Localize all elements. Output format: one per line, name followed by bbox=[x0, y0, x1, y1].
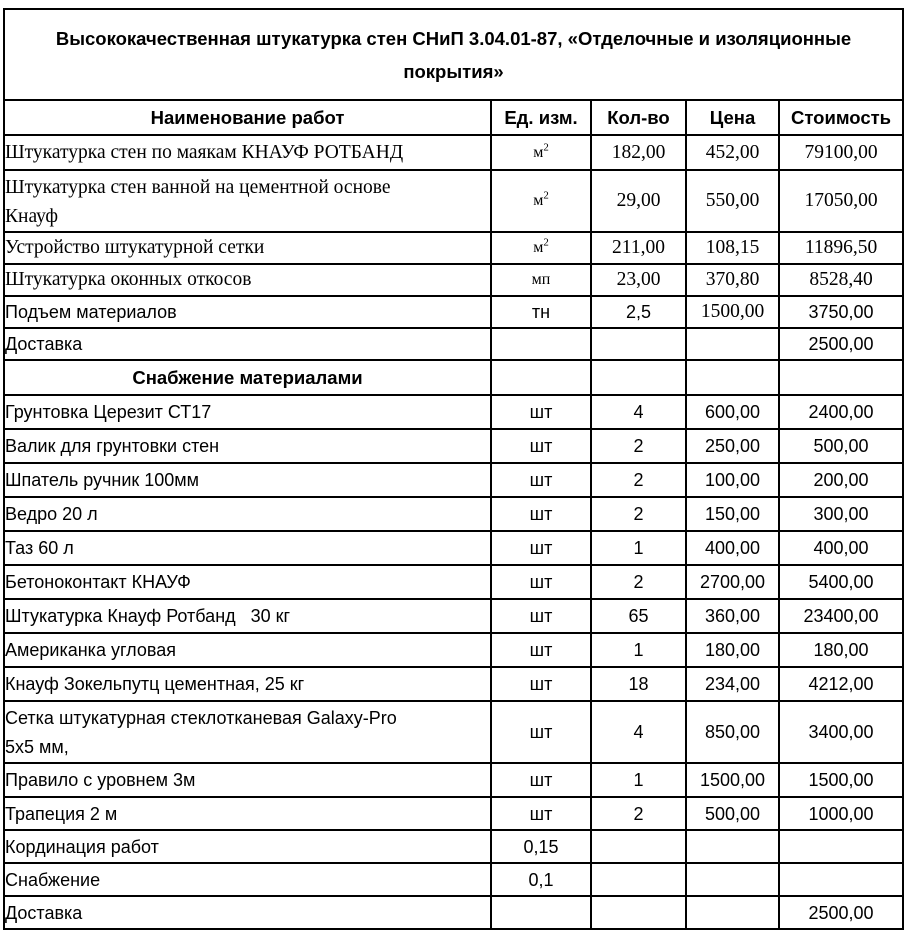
row-qty: 2 bbox=[591, 797, 686, 830]
row-unit bbox=[491, 328, 591, 360]
title-row bbox=[4, 9, 903, 100]
row-name: Доставка bbox=[4, 328, 491, 360]
row-price: 850,00 bbox=[686, 701, 779, 763]
square-superscript: 2 bbox=[543, 236, 549, 249]
row-cost: 200,00 bbox=[779, 463, 903, 497]
row-price: 2700,00 bbox=[686, 565, 779, 599]
row-cost: 23400,00 bbox=[779, 599, 903, 633]
row-cost: 3400,00 bbox=[779, 701, 903, 763]
table-row bbox=[4, 531, 903, 565]
row-unit: шт bbox=[491, 395, 591, 429]
row-price: 180,00 bbox=[686, 633, 779, 667]
row-name: Штукатурка Кнауф Ротбанд 30 кг bbox=[4, 599, 491, 633]
square-superscript: 2 bbox=[543, 141, 549, 154]
row-unit: шт bbox=[491, 497, 591, 531]
row-unit: шт bbox=[491, 429, 591, 463]
row-unit: $м^2$ bbox=[491, 170, 591, 232]
table-row bbox=[4, 296, 903, 328]
row-price: 600,00 bbox=[686, 395, 779, 429]
row-price bbox=[686, 863, 779, 896]
table-row bbox=[4, 497, 903, 531]
row-name: Валик для грунтовки стен bbox=[4, 429, 491, 463]
row-cost: 1000,00 bbox=[779, 797, 903, 830]
row-name: Американка угловая bbox=[4, 633, 491, 667]
row-qty: 211,00 bbox=[591, 232, 686, 264]
table-row bbox=[4, 395, 903, 429]
row-qty: 1 bbox=[591, 531, 686, 565]
square-superscript: 2 bbox=[543, 189, 549, 202]
row-cost bbox=[779, 863, 903, 896]
table-row bbox=[4, 599, 903, 633]
row-cost bbox=[779, 830, 903, 863]
table-row bbox=[4, 463, 903, 497]
row-name: Подъем материалов bbox=[4, 296, 491, 328]
row-name: Штукатурка оконных откосов bbox=[4, 264, 491, 296]
row-price: 234,00 bbox=[686, 667, 779, 701]
row-unit: тн bbox=[491, 296, 591, 328]
row-price: 550,00 bbox=[686, 170, 779, 232]
row-cost: 17050,00 bbox=[779, 170, 903, 232]
table-row bbox=[4, 763, 903, 797]
title-line-1: Высококачественная штукатурка стен СНиП 3.04.01-87, «Отделочные и bbox=[55, 27, 711, 49]
row-cost: 2500,00 bbox=[779, 328, 903, 360]
row-cost: 500,00 bbox=[779, 429, 903, 463]
row-name: Ведро 20 л bbox=[4, 497, 491, 531]
column-header-name: Наименование работ bbox=[4, 100, 491, 135]
row-name: Бетоноконтакт КНАУФ bbox=[4, 565, 491, 599]
row-price: 500,00 bbox=[686, 797, 779, 830]
section-heading-unit bbox=[491, 360, 591, 395]
row-unit: шт bbox=[491, 599, 591, 633]
row-price: 1500,00 bbox=[686, 763, 779, 797]
column-header-unit: Ед. изм. bbox=[491, 100, 591, 135]
row-unit: шт bbox=[491, 667, 591, 701]
row-qty: 1 bbox=[591, 633, 686, 667]
row-name-line-2: Кнауф bbox=[5, 206, 59, 227]
row-price: 452,00 bbox=[686, 135, 779, 170]
row-cost: 79100,00 bbox=[779, 135, 903, 170]
row-qty bbox=[591, 863, 686, 896]
row-qty bbox=[591, 830, 686, 863]
row-price: 370,80 bbox=[686, 264, 779, 296]
table-row bbox=[4, 232, 903, 264]
row-name-line-1: Штукатурка стен ванной на цементной основе bbox=[5, 177, 391, 198]
row-name: Снабжение bbox=[4, 863, 491, 896]
section-heading: Снабжение материалами bbox=[4, 360, 491, 395]
row-qty: 2 bbox=[591, 565, 686, 599]
row-unit: шт bbox=[491, 763, 591, 797]
row-qty bbox=[591, 896, 686, 929]
row-price: 150,00 bbox=[686, 497, 779, 531]
row-unit: шт bbox=[491, 633, 591, 667]
row-cost: 300,00 bbox=[779, 497, 903, 531]
table-row bbox=[4, 135, 903, 170]
row-qty: 4 bbox=[591, 395, 686, 429]
table-row bbox=[4, 863, 903, 896]
row-price: 108,15 bbox=[686, 232, 779, 264]
row-name: Кнауф Зокельпутц цементная, 25 кг bbox=[4, 667, 491, 701]
row-name-line-2: 5x5 мм, bbox=[5, 737, 69, 757]
row-unit: 0,1 bbox=[491, 863, 591, 896]
table-row bbox=[4, 830, 903, 863]
column-header-qty: Кол-во bbox=[591, 100, 686, 135]
row-name: Устройство штукатурной сетки bbox=[4, 232, 491, 264]
row-name: Штукатурка стен по маякам КНАУФ РОТБАНД bbox=[4, 135, 491, 170]
document-title bbox=[4, 9, 903, 100]
row-name: Доставка bbox=[4, 896, 491, 929]
row-name bbox=[4, 701, 491, 763]
row-cost: 8528,40 bbox=[779, 264, 903, 296]
row-cost: 2500,00 bbox=[779, 896, 903, 929]
row-price bbox=[686, 896, 779, 929]
row-unit: шт bbox=[491, 701, 591, 763]
header-row bbox=[4, 100, 903, 135]
row-name bbox=[4, 170, 491, 232]
row-unit: шт bbox=[491, 565, 591, 599]
row-qty: 1 bbox=[591, 763, 686, 797]
row-unit: шт bbox=[491, 463, 591, 497]
row-price: 400,00 bbox=[686, 531, 779, 565]
row-price: 250,00 bbox=[686, 429, 779, 463]
row-cost: 400,00 bbox=[779, 531, 903, 565]
row-unit: $м^2$ bbox=[491, 232, 591, 264]
estimate-sheet bbox=[3, 8, 902, 930]
row-qty: 2,5 bbox=[591, 296, 686, 328]
row-qty: 4 bbox=[591, 701, 686, 763]
row-qty: 182,00 bbox=[591, 135, 686, 170]
row-unit bbox=[491, 896, 591, 929]
column-header-price: Цена bbox=[686, 100, 779, 135]
row-qty: 23,00 bbox=[591, 264, 686, 296]
row-unit: $м^2$ bbox=[491, 135, 591, 170]
section-heading-cost bbox=[779, 360, 903, 395]
row-name: Шпатель ручник 100мм bbox=[4, 463, 491, 497]
row-unit: шт bbox=[491, 797, 591, 830]
table-row bbox=[4, 701, 903, 763]
row-price: 360,00 bbox=[686, 599, 779, 633]
row-cost: 3750,00 bbox=[779, 296, 903, 328]
row-unit: 0,15 bbox=[491, 830, 591, 863]
section-heading-price bbox=[686, 360, 779, 395]
title-line-2: изоляционные покрытия» bbox=[403, 27, 852, 82]
row-unit: мп bbox=[491, 264, 591, 296]
row-name-line-1: Сетка штукатурная стеклотканевая Galaxy-Pro bbox=[5, 708, 397, 728]
table-row bbox=[4, 797, 903, 830]
row-name: Кординация работ bbox=[4, 830, 491, 863]
table-row bbox=[4, 667, 903, 701]
row-price: 1500,00 bbox=[686, 296, 779, 328]
row-qty: 29,00 bbox=[591, 170, 686, 232]
row-price: 100,00 bbox=[686, 463, 779, 497]
row-cost: 4212,00 bbox=[779, 667, 903, 701]
table-row bbox=[4, 170, 903, 232]
row-qty: 2 bbox=[591, 463, 686, 497]
row-qty: 2 bbox=[591, 497, 686, 531]
row-qty bbox=[591, 328, 686, 360]
column-header-cost: Стоимость bbox=[779, 100, 903, 135]
table-row bbox=[4, 896, 903, 929]
row-name: Трапеция 2 м bbox=[4, 797, 491, 830]
row-cost: 11896,50 bbox=[779, 232, 903, 264]
row-qty: 18 bbox=[591, 667, 686, 701]
row-qty: 65 bbox=[591, 599, 686, 633]
table-row bbox=[4, 264, 903, 296]
row-name: Грунтовка Церезит СТ17 bbox=[4, 395, 491, 429]
row-price bbox=[686, 830, 779, 863]
table-row bbox=[4, 633, 903, 667]
row-unit: шт bbox=[491, 531, 591, 565]
row-name: Таз 60 л bbox=[4, 531, 491, 565]
row-cost: 5400,00 bbox=[779, 565, 903, 599]
section-heading-row bbox=[4, 360, 903, 395]
row-qty: 2 bbox=[591, 429, 686, 463]
row-price bbox=[686, 328, 779, 360]
estimate-table bbox=[3, 8, 904, 930]
table-row bbox=[4, 429, 903, 463]
section-heading-qty bbox=[591, 360, 686, 395]
row-cost: 2400,00 bbox=[779, 395, 903, 429]
row-cost: 180,00 bbox=[779, 633, 903, 667]
table-row bbox=[4, 565, 903, 599]
table-row bbox=[4, 328, 903, 360]
row-cost: 1500,00 bbox=[779, 763, 903, 797]
row-name: Правило с уровнем 3м bbox=[4, 763, 491, 797]
